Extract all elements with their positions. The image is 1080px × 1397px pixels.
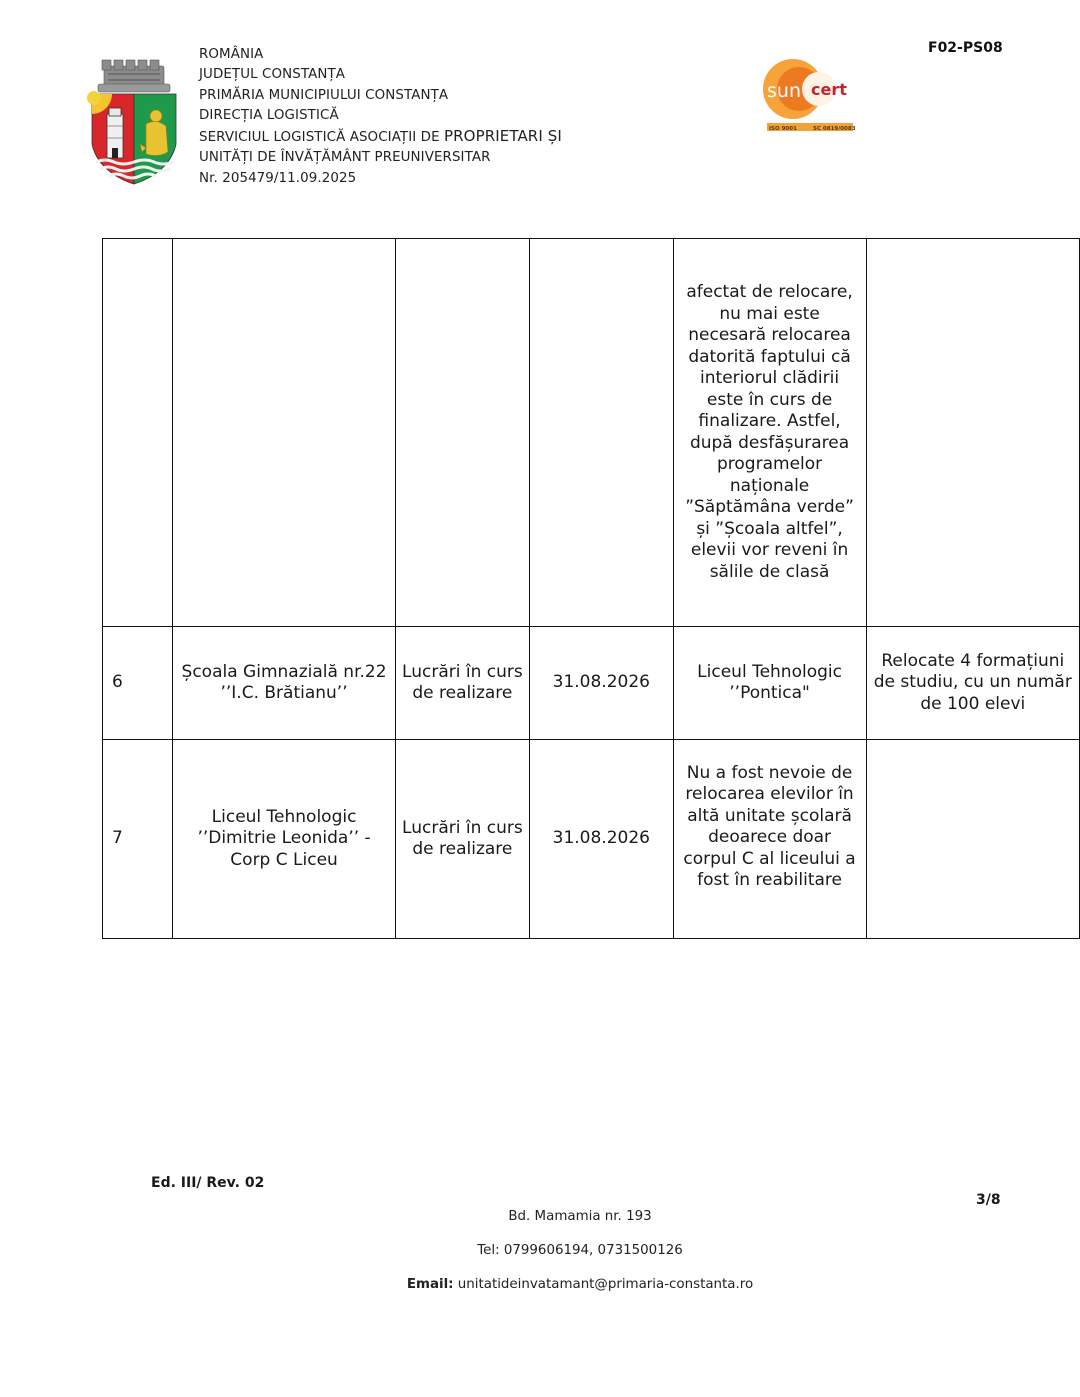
email-address[interactable]: unitatideinvatamant@primaria-constanta.ro	[453, 1277, 754, 1292]
observations-cell	[866, 740, 1079, 939]
suncert-cert-text: cert	[811, 80, 847, 99]
table-row	[103, 627, 1080, 740]
header-line-directorate: DIRECȚIA LOGISTICĂ	[199, 107, 339, 123]
work-status-cell	[395, 239, 529, 627]
school-unit-cell: Liceul Tehnologic ’’Dimitrie Leonida’’ - Corp C Liceu	[173, 740, 395, 939]
lighthouse-icon	[107, 108, 123, 158]
relocation-cell: Liceul Tehnologic ’’Pontica"	[673, 627, 866, 740]
footer-address: Bd. Mamamia nr. 193	[508, 1209, 652, 1224]
deadline-cell	[530, 239, 674, 627]
institution-header	[199, 45, 562, 189]
header-line-county: JUDEȚUL CONSTANȚA	[199, 67, 345, 83]
school-unit-cell	[173, 239, 395, 627]
relocation-cell: afectat de relocare, nu mai este necesară relocarea datorită faptului că interiorul clădirii este în curs de finalizare. Astfel, după desfășurarea programelor naționale ”Săptămâna verde” și ”Școala altfel”, elevii vor reveni în sălile de clasă	[673, 239, 866, 627]
deadline-cell: 31.08.2026	[530, 627, 674, 740]
form-code: F02-PS08	[928, 40, 1003, 56]
table-row	[103, 239, 1080, 627]
header-line-service: SERVICIUL LOGISTICĂ ASOCIAȚII DE PROPRIETARI ȘI	[199, 127, 562, 146]
school-unit-cell: Școala Gimnazială nr.22 ’’I.C. Brătianu’’	[173, 627, 395, 740]
header-line-city-hall: PRIMĂRIA MUNICIPIULUI CONSTANȚA	[199, 87, 449, 103]
suncert-sun-text: sun	[767, 80, 801, 102]
footer-email	[0, 1277, 1080, 1292]
suncert-certification-logo	[763, 55, 855, 135]
row-number-cell: 6	[103, 627, 173, 740]
header-line-country: ROMÂNIA	[199, 47, 264, 62]
registration-number: Nr. 205479/11.09.2025	[199, 170, 357, 186]
observations-cell: Relocate 4 formațiuni de studiu, cu un număr de 100 elevi	[866, 627, 1079, 740]
table-row	[103, 740, 1080, 939]
suncert-iso-text: ISO 9001	[769, 126, 797, 132]
suncert-sc-text: SC 0819/00839	[813, 126, 855, 132]
header-line-units: UNITĂȚI DE ÎNVĂȚĂMÂNT PREUNIVERSITAR	[199, 150, 491, 166]
work-status-cell: Lucrări în curs de realizare	[395, 740, 529, 939]
mural-crown-icon	[98, 60, 170, 92]
edition-revision: Ed. III/ Rev. 02	[151, 1175, 265, 1191]
row-number-cell: 7	[103, 740, 173, 939]
school-relocation-table	[102, 238, 1080, 939]
footer-phone: Tel: 0799606194, 0731500126	[477, 1243, 683, 1258]
relocation-cell: Nu a fost nevoie de relocarea elevilor în altă unitate școlară deoarece doar corpul C al liceului a fost în reabilitare	[673, 740, 866, 939]
email-label: Email:	[406, 1277, 454, 1292]
deadline-cell: 31.08.2026	[530, 740, 674, 939]
work-status-cell: Lucrări în curs de realizare	[395, 627, 529, 740]
constanta-coat-of-arms-logo	[78, 52, 190, 198]
row-number-cell	[103, 239, 173, 627]
observations-cell	[866, 239, 1079, 627]
page-number: 3/8	[976, 1192, 1001, 1208]
